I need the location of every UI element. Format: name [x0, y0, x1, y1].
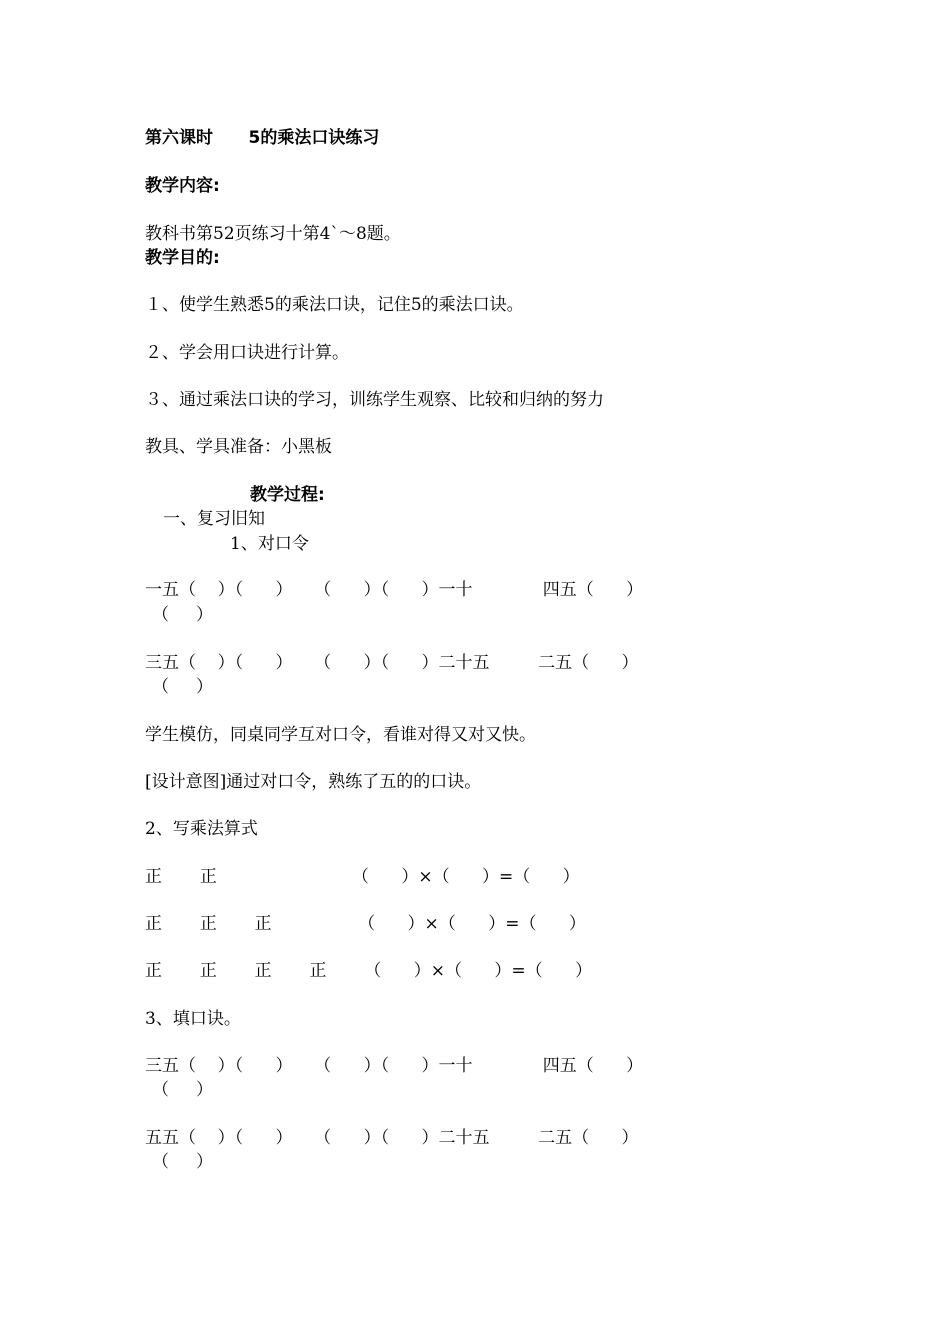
process-heading: 教学过程: [250, 485, 325, 505]
goal-item-3: ３、通过乘法口诀的学习，训练学生观察、比较和归纳的努力 [145, 390, 604, 410]
drill1-row1-wrap: （ ） [152, 605, 214, 625]
drill2-row2-wrap: （ ） [152, 1152, 214, 1172]
content-heading: 教学内容: [145, 176, 220, 196]
drill1-row2: 三五（ ）（ ） （ ）（ ）二十五 二五（ ） [145, 653, 639, 673]
drill2-row1: 三五（ ）（ ） （ ）（ ）一十 四五（ ） [145, 1056, 644, 1076]
imitate-line: 学生模仿，同桌同学互对口令，看谁对得又对又快。 [145, 725, 536, 745]
tally-row-2: 正 正 正 （ ）×（ ）=（ ） [145, 914, 586, 934]
drill1-row2-wrap: （ ） [152, 677, 214, 697]
tally-row-1: 正 正 （ ）×（ ）=（ ） [145, 867, 580, 887]
drill1-row1: 一五（ ）（ ） （ ）（ ）一十 四五（ ） [145, 580, 644, 600]
design-intent: [设计意图]通过对口令，熟练了五的的口诀。 [145, 772, 482, 792]
item-fill-rhyme: 3、填口诀。 [145, 1009, 241, 1029]
item-oral-drill: 1、对口令 [230, 534, 309, 554]
tools-line: 教具、学具准备：小黑板 [145, 437, 332, 457]
section-review: 一、复习旧知 [163, 509, 265, 529]
item-write-multiplication: 2、写乘法算式 [145, 819, 258, 839]
goal-heading: 教学目的: [145, 248, 220, 268]
content-text: 教科书第52页练习十第4`～8题。 [145, 224, 401, 244]
goal-item-1: １、使学生熟悉5的乘法口诀，记住5的乘法口诀。 [145, 295, 524, 315]
lesson-title: 第六课时 5的乘法口诀练习 [145, 128, 380, 148]
tally-row-3: 正 正 正 正 （ ）×（ ）=（ ） [145, 961, 593, 981]
goal-item-2: ２、学会用口诀进行计算。 [145, 343, 349, 363]
drill2-row2: 五五（ ）（ ） （ ）（ ）二十五 二五（ ） [145, 1128, 639, 1148]
drill2-row1-wrap: （ ） [152, 1080, 214, 1100]
